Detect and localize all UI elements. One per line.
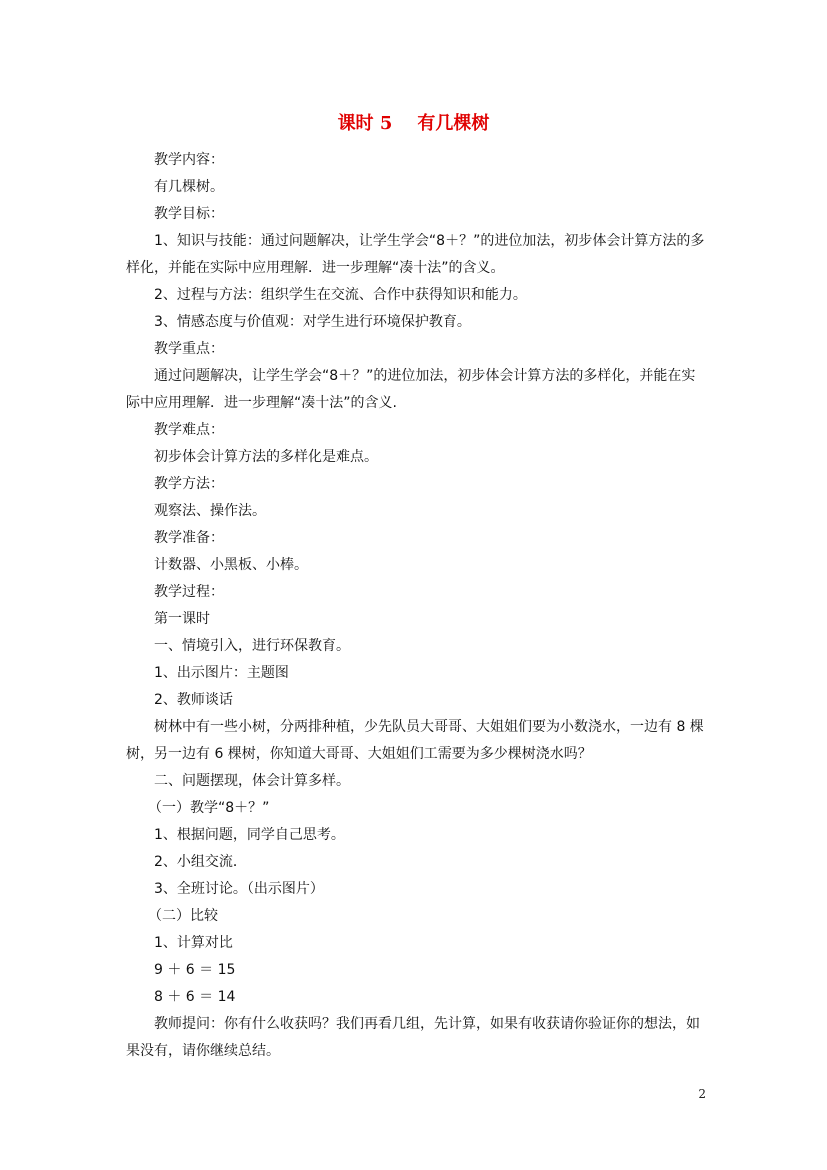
difficulties-text: 初步体会计算方法的多样化是难点。 [154,449,378,465]
step-teacher-talk: 2、教师谈话 [154,692,233,708]
key-points-text: 通过问题解决，让学生学会“8＋？”的进位加法，初步体会计算方法的多样化，并能在实际中应用理解．进一步理解“凑十法”的含义. [126,368,696,411]
heading-teaching-methods: 教学方法： [154,476,224,492]
teacher-question-text: 教师提问：你有什么收获吗？我们再看几组，先计算，如果有收获请你验证你的想法，如果没有，请你继续总结。 [126,1016,700,1059]
heading-teaching-goals: 教学目标： [154,206,224,222]
lesson-body [126,147,706,1065]
goal-knowledge-skills: 1、知识与技能：通过问题解决，让学生学会“8＋？”的进位加法，初步体会计算方法的多样化，并能在实际中应用理解．进一步理解“凑十法”的含义。 [126,233,705,276]
subsection-two-heading: （二）比较 [148,908,218,924]
lesson-title: 课时 5 有几棵树 [337,113,490,134]
step-show-picture: 1、出示图片：主题图 [154,665,289,681]
heading-preparation: 教学准备： [154,530,224,546]
first-lesson-label: 第一课时 [154,611,210,627]
subsection-one-heading: （一）教学“8＋？” [148,800,270,816]
preparation-text: 计数器、小黑板、小棒。 [154,557,308,573]
equation-nine-plus-six: 9 ＋ 6 ＝ 15 [154,962,236,978]
goal-attitude-values: 3、情感态度与价值观：对学生进行环境保护教育。 [154,314,471,330]
page-number: 2 [698,1087,706,1101]
step-group-discuss: 2、小组交流． [154,854,247,870]
goal-process-method: 2、过程与方法：组织学生在交流、合作中获得知识和能力。 [154,287,527,303]
teaching-methods-text: 观察法、操作法。 [154,503,266,519]
equation-eight-plus-six: 8 ＋ 6 ＝ 14 [154,989,236,1005]
section-two-heading: 二、问题摆现，体会计算多样。 [154,773,350,789]
heading-key-points: 教学重点： [154,341,224,357]
heading-teaching-content: 教学内容： [154,152,224,168]
step-compare: 1、计算对比 [154,935,233,951]
section-one-heading: 一、情境引入，进行环保教育。 [154,638,350,654]
teaching-content-text: 有几棵树。 [154,179,224,195]
heading-difficulties: 教学难点： [154,422,224,438]
heading-teaching-process: 教学过程： [154,584,224,600]
step-think: 1、根据问题，同学自己思考。 [154,827,345,843]
step-class-discuss: 3、全班讨论。（出示图片） [154,881,324,897]
teacher-talk-text: 树林中有一些小树，分两排种植，少先队员大哥哥、大姐姐们要为小数浇水，一边有 8 棵树，另一边有 6 棵树，你知道大哥哥、大姐姐们工需要为多少棵树浇水吗？ [126,719,704,762]
